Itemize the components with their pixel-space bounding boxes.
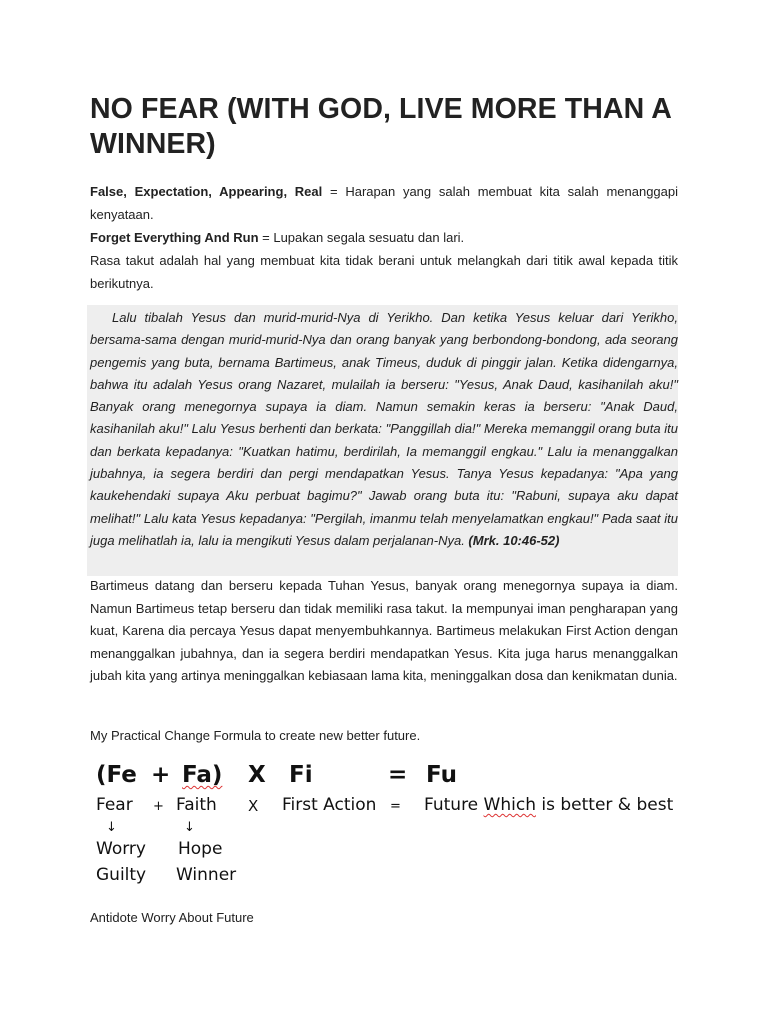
intro-fear-statement: Rasa takut adalah hal yang membuat kita tidak berani untuk melangkah dari titik awal kepada titik berikutnya.: [90, 253, 678, 291]
arrow-down-icon: ↓: [106, 820, 117, 835]
formula-first-action: First Action: [282, 795, 377, 815]
formula-times-1: X: [248, 762, 266, 788]
formula-winner: Winner: [176, 865, 237, 885]
scripture-reference: (Mrk. 10:46-52): [468, 532, 560, 548]
formula-plus-1: +: [151, 762, 171, 788]
intro-definition-2: = Lupakan segala sesuatu dan lari.: [258, 230, 465, 245]
formula-future: [424, 795, 673, 815]
closing-heading: Antidote Worry About Future: [90, 910, 254, 925]
commentary-paragraph: Bartimeus datang dan berseru kepada Tuhan Yesus, banyak orang menegornya supaya ia diam. Namun Bartimeus tetap berseru dan tidak memiliki rasa takut. Ia mempunyai iman pengharapan yang kuat, Karena dia percaya Yesus dapat menyembuhkannya. Bartimeus melakukan First Action dengan menanggalkan jubahnya, dan ia segera berdiri mendapatkan Yesus. Kita juga harus menanggalkan jubah kita yang artinya meninggalkan kebiasaan lama kita, meninggalkan dosa dan kenikmatan dunia.: [90, 578, 678, 683]
formula-hope: Hope: [178, 839, 223, 859]
page-title: NO FEAR (WITH GOD, LIVE MORE THAN A WINNER): [90, 93, 671, 160]
formula-intro-text: My Practical Change Formula to create new better future.: [90, 728, 421, 743]
scripture-passage: Lalu tibalah Yesus dan murid-murid-Nya di Yerikho. Dan ketika Yesus keluar dari Yerikho, bersama-sama dengan murid-murid-Nya dan orang banyak yang berbondong-bondong, ada seorang pengemis yang buta, bernama Bartimeus, anak Timeus, duduk di pinggir jalan. Ketika didengarnya, bahwa itu adalah Yesus orang Nazaret, mulailah ia berseru: "Yesus, Anak Daud, kasihanilah aku!" Banyak orang menegornya supaya ia diam. Namun semakin keras ia berseru: "Anak Daud, kasihanilah aku!" Lalu Yesus berhenti dan berkata: "Panggillah dia!" Mereka memanggil orang buta itu dan berkata kepadanya: "Kuatkan hatimu, berdirilah, Ia memanggil engkau." Lalu ia menanggalkan jubahnya, ia segera berdiri dan pergi mendapatkan Yesus. Tanya Yesus kepadanya: "Apa yang kaukehendaki supaya Aku perbuat bagimu?" Jawab orang buta itu: "Rabuni, supaya aku dapat melihat!" Lalu kata Yesus kepadanya: "Pergilah, imanmu telah menyelamatkan engkau!" Pada saat itu juga melihatlah ia, lalu ia mengikuti Yesus dalam perjalanan-Nya.: [90, 310, 678, 548]
formula-fe: (Fe: [96, 762, 137, 788]
scripture-quote-block: [87, 305, 678, 576]
scripture-quote-text: [90, 307, 678, 552]
formula-faith: Faith: [176, 795, 217, 815]
intro-line-fear-acronym-2: [90, 226, 678, 249]
intro-definition: = Harapan yang salah membuat kita salah menanggapi kenyataan.: [90, 184, 678, 222]
formula-future-b: is better & best: [535, 795, 674, 815]
intro-section: [90, 180, 678, 295]
formula-future-a: Future: [424, 795, 484, 815]
arrow-down-icon-2: ↓: [184, 820, 195, 835]
formula-equals-2: =: [390, 799, 401, 814]
intro-term-bold-2: Forget Everything And Run: [90, 230, 259, 245]
intro-term-bold: False, Expectation, Appearing, Real: [90, 184, 323, 199]
formula-fear: Fear: [96, 795, 133, 815]
formula-future-which: Which: [483, 795, 536, 815]
formula-fa: [182, 762, 222, 788]
formula-times-2: X: [248, 797, 259, 815]
formula-fa-text: Fa): [182, 762, 223, 788]
formula-equals-1: =: [388, 762, 408, 788]
formula-fu: Fu: [426, 762, 457, 788]
formula-plus-2: +: [153, 799, 164, 814]
change-formula-figure: [96, 758, 686, 890]
formula-fi: Fi: [289, 762, 313, 788]
formula-worry: Worry: [96, 839, 146, 859]
formula-guilty: Guilty: [96, 865, 147, 885]
intro-line-fear-acronym: [90, 180, 678, 226]
